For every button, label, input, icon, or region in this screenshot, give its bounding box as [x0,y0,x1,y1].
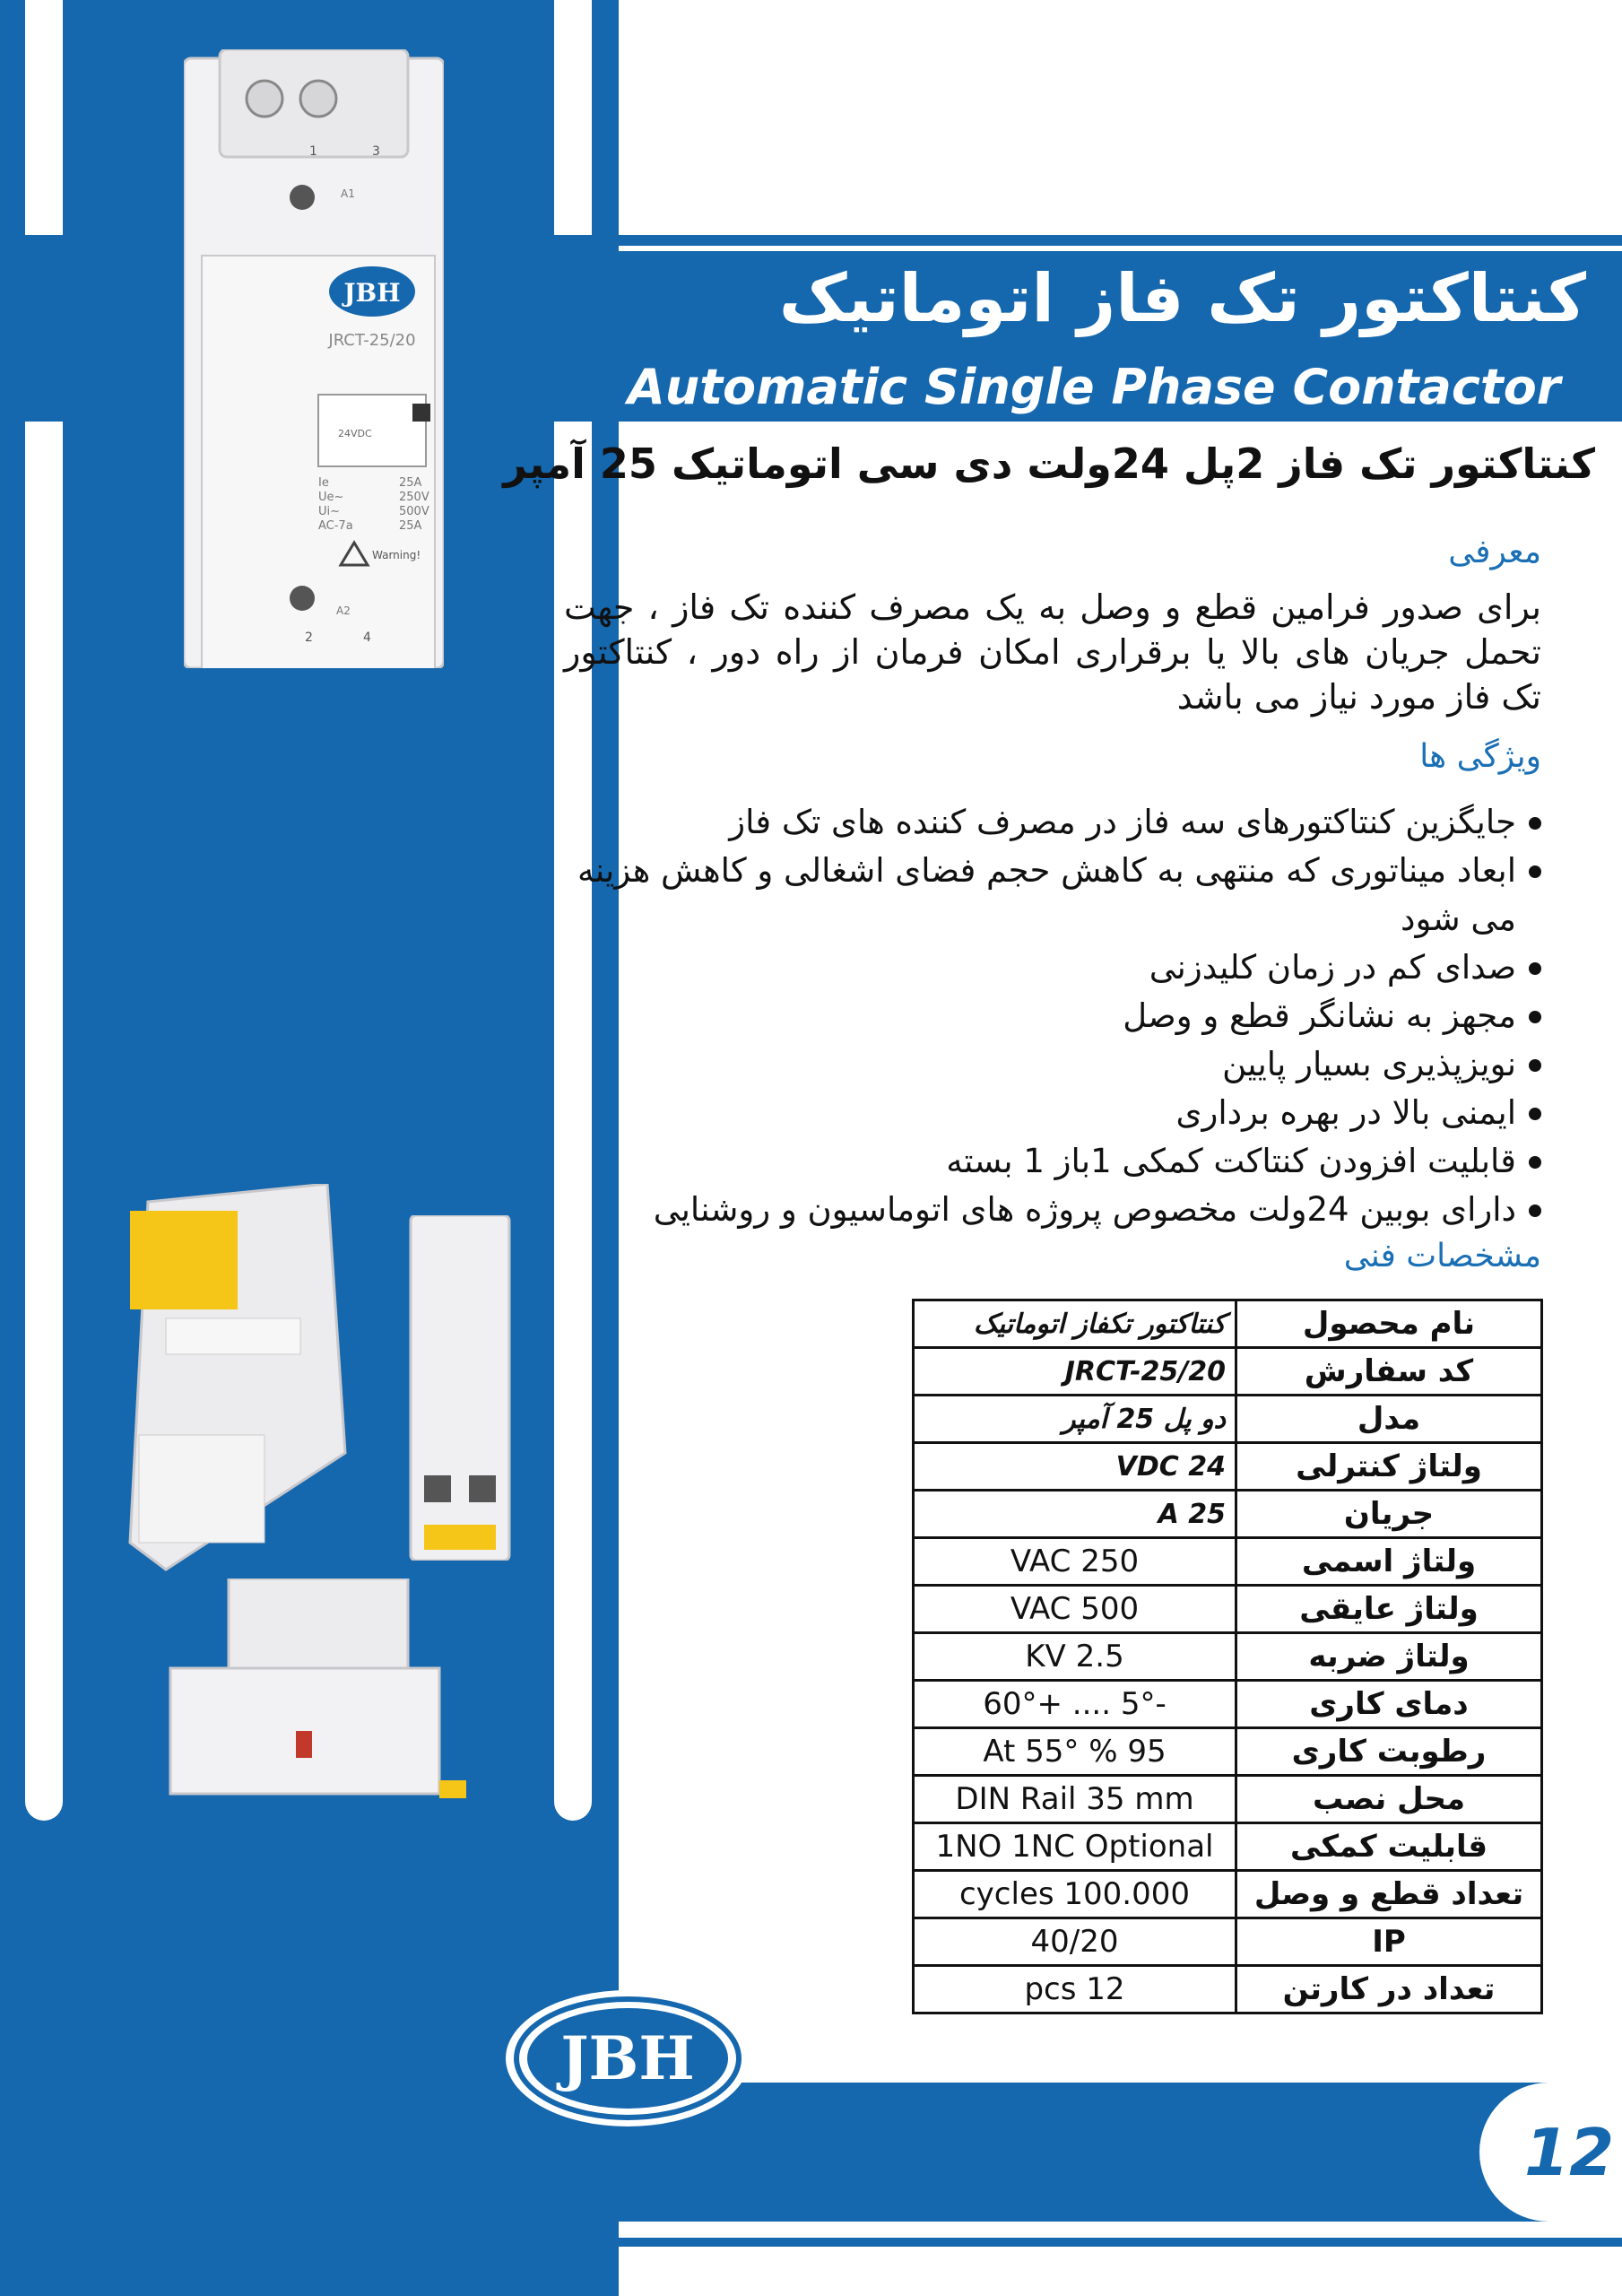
contactor-bottom-image [166,1578,471,1803]
spec-label: ولتاژ کنترلی [1236,1443,1542,1491]
spec-label: نام محصول [1236,1300,1542,1348]
spec-value: 40/20 [914,1918,1236,1966]
svg-text:Ie: Ie [318,476,329,490]
feature-item [528,1137,1541,1186]
intro-text: برای صدور فرامین قطع و وصل به یک مصرف کننده تک فاز ، جهت تحمل جریان های بالا یا برقراری امکان فرمان از راه دور ، کنتاکتور تک فاز مورد نیاز می باشد [564,587,1541,717]
spec-value: 12 pcs [914,1966,1236,2013]
spec-label: جریان [1236,1491,1542,1538]
feature-item [528,798,1541,847]
spec-label: رطوبت کاری [1236,1728,1542,1776]
footer-logo-text: JBH [560,2023,695,2093]
footer-band [0,2083,1622,2222]
svg-text:AC-7a: AC-7a [318,519,353,533]
spec-label: محل نصب [1236,1776,1542,1823]
spec-row [914,1586,1542,1633]
svg-text:25A: 25A [399,519,422,533]
page-title-en: Automatic Single Phase Contactor [628,359,1561,415]
spec-value: 1NO 1NC Optional [914,1823,1236,1871]
spec-label: تعداد در کارتن [1236,1966,1542,2013]
contactor-side-image [406,1215,514,1561]
bullet-icon [1529,1059,1541,1072]
spec-row [914,1300,1542,1348]
spec-row [914,1348,1542,1396]
svg-text:3: 3 [372,144,380,159]
spec-row [914,1443,1542,1491]
bullet-icon [1529,817,1541,830]
spec-row [914,1633,1542,1681]
spec-value: -5° .... +60° [914,1681,1236,1728]
specs-heading: مشخصات فنی [1343,1238,1541,1274]
white-stripe [25,0,63,238]
feature-item [528,1089,1541,1137]
spec-label: ولتاژ ضربه [1236,1633,1542,1681]
spec-table [912,1299,1543,2014]
svg-text:A2: A2 [336,604,351,617]
white-stripe [554,0,592,238]
spec-row [914,1681,1542,1728]
page-number: 12 [1524,2115,1615,2190]
spec-value: 250 VAC [914,1538,1236,1586]
contactor-front-illustration [184,49,444,668]
contactor-product-image [184,49,444,668]
spec-label: قابلیت کمکی [1236,1823,1542,1871]
spec-label: ولتاژ عایقی [1236,1586,1542,1633]
footer-line [0,2238,1622,2247]
intro-heading: معرفی [1448,534,1541,570]
bullet-icon [1529,1205,1541,1217]
svg-text:A1: A1 [341,187,355,200]
spec-label: مدل [1236,1396,1542,1443]
feature-text: ایمنی بالا در بهره برداری [1175,1093,1516,1132]
spec-row [914,1538,1542,1586]
feature-item [528,1186,1541,1234]
spec-label: IP [1236,1918,1542,1966]
spec-value: 95 % At 55° [914,1728,1236,1776]
feature-item [528,992,1541,1040]
feature-text: مجهز به نشانگر قطع و وصل [1123,996,1516,1035]
spec-row [914,1776,1542,1823]
spec-label: دمای کاری [1236,1681,1542,1728]
spec-row [914,1823,1542,1871]
spec-label: کد سفارش [1236,1348,1542,1396]
features-list [528,798,1541,1234]
product-model: JRCT-25/20 [328,331,416,350]
svg-text:2: 2 [305,631,313,645]
svg-text:Ue~: Ue~ [318,491,344,504]
svg-text:24VDC: 24VDC [338,428,372,439]
product-brand: JBH [343,278,401,308]
white-stripe [25,422,63,1821]
bullet-icon [1529,1108,1541,1120]
feature-item [528,1040,1541,1089]
svg-text:4: 4 [363,631,371,645]
svg-text:Warning!: Warning! [372,549,421,561]
feature-item [528,847,1541,944]
svg-text:1: 1 [309,144,317,159]
spec-row [914,1491,1542,1538]
bullet-icon [1529,1011,1541,1023]
spec-row [914,1728,1542,1776]
svg-text:Ui~: Ui~ [318,505,341,518]
feature-item [528,944,1541,992]
feature-text: ابعاد میناتوری که منتهی به کاهش حجم فضای اشغالی و کاهش هزینه می شود [577,851,1516,938]
bullet-icon [1529,865,1541,878]
svg-text:25A: 25A [399,476,422,490]
jbh-logo [502,1987,753,2130]
spec-row [914,1871,1542,1918]
spec-value: دو پل 25 آمپر [914,1396,1236,1443]
feature-text: دارای بوبین 24ولت مخصوص پروژه های اتوماسیون و روشنایی [653,1190,1516,1229]
spec-label: ولتاژ اسمی [1236,1538,1542,1586]
spec-value: 25 A [914,1491,1236,1538]
bullet-icon [1529,1156,1541,1169]
page-title-fa: کنتاکتور تک فاز اتوماتیک [778,260,1586,337]
svg-text:500V: 500V [399,505,429,518]
spec-label: تعداد قطع و وصل [1236,1871,1542,1918]
spec-row [914,1918,1542,1966]
feature-text: نویزپذیری بسیار پایین [1222,1045,1516,1083]
svg-text:250V: 250V [399,491,429,504]
spec-value: 500 VAC [914,1586,1236,1633]
spec-value: کنتاکتور تکفاز اتوماتیک [914,1300,1236,1348]
spec-value: 24 VDC [914,1443,1236,1491]
spec-row [914,1396,1542,1443]
feature-text: صدای کم در زمان کلیدزنی [1149,948,1516,987]
feature-text: جایگزین کنتاکتورهای سه فاز در مصرف کننده های تک فاز [729,803,1516,841]
spec-value: JRCT-25/20 [914,1348,1236,1396]
feature-text: قابلیت افزودن کنتاکت کمکی 1باز 1 بسته [946,1142,1516,1180]
spec-value: 100.000 cycles [914,1871,1236,1918]
contactor-angle-image [112,1184,350,1578]
bullet-icon [1529,962,1541,975]
product-subtitle: کنتاکتور تک فاز 2پل 24ولت دی سی اتوماتیک 25 آمپر [503,439,1595,488]
features-heading: ویژگی ها [1419,738,1541,775]
spec-value: 2.5 KV [914,1633,1236,1681]
spec-row [914,1966,1542,2013]
spec-value: DIN Rail 35 mm [914,1776,1236,1823]
